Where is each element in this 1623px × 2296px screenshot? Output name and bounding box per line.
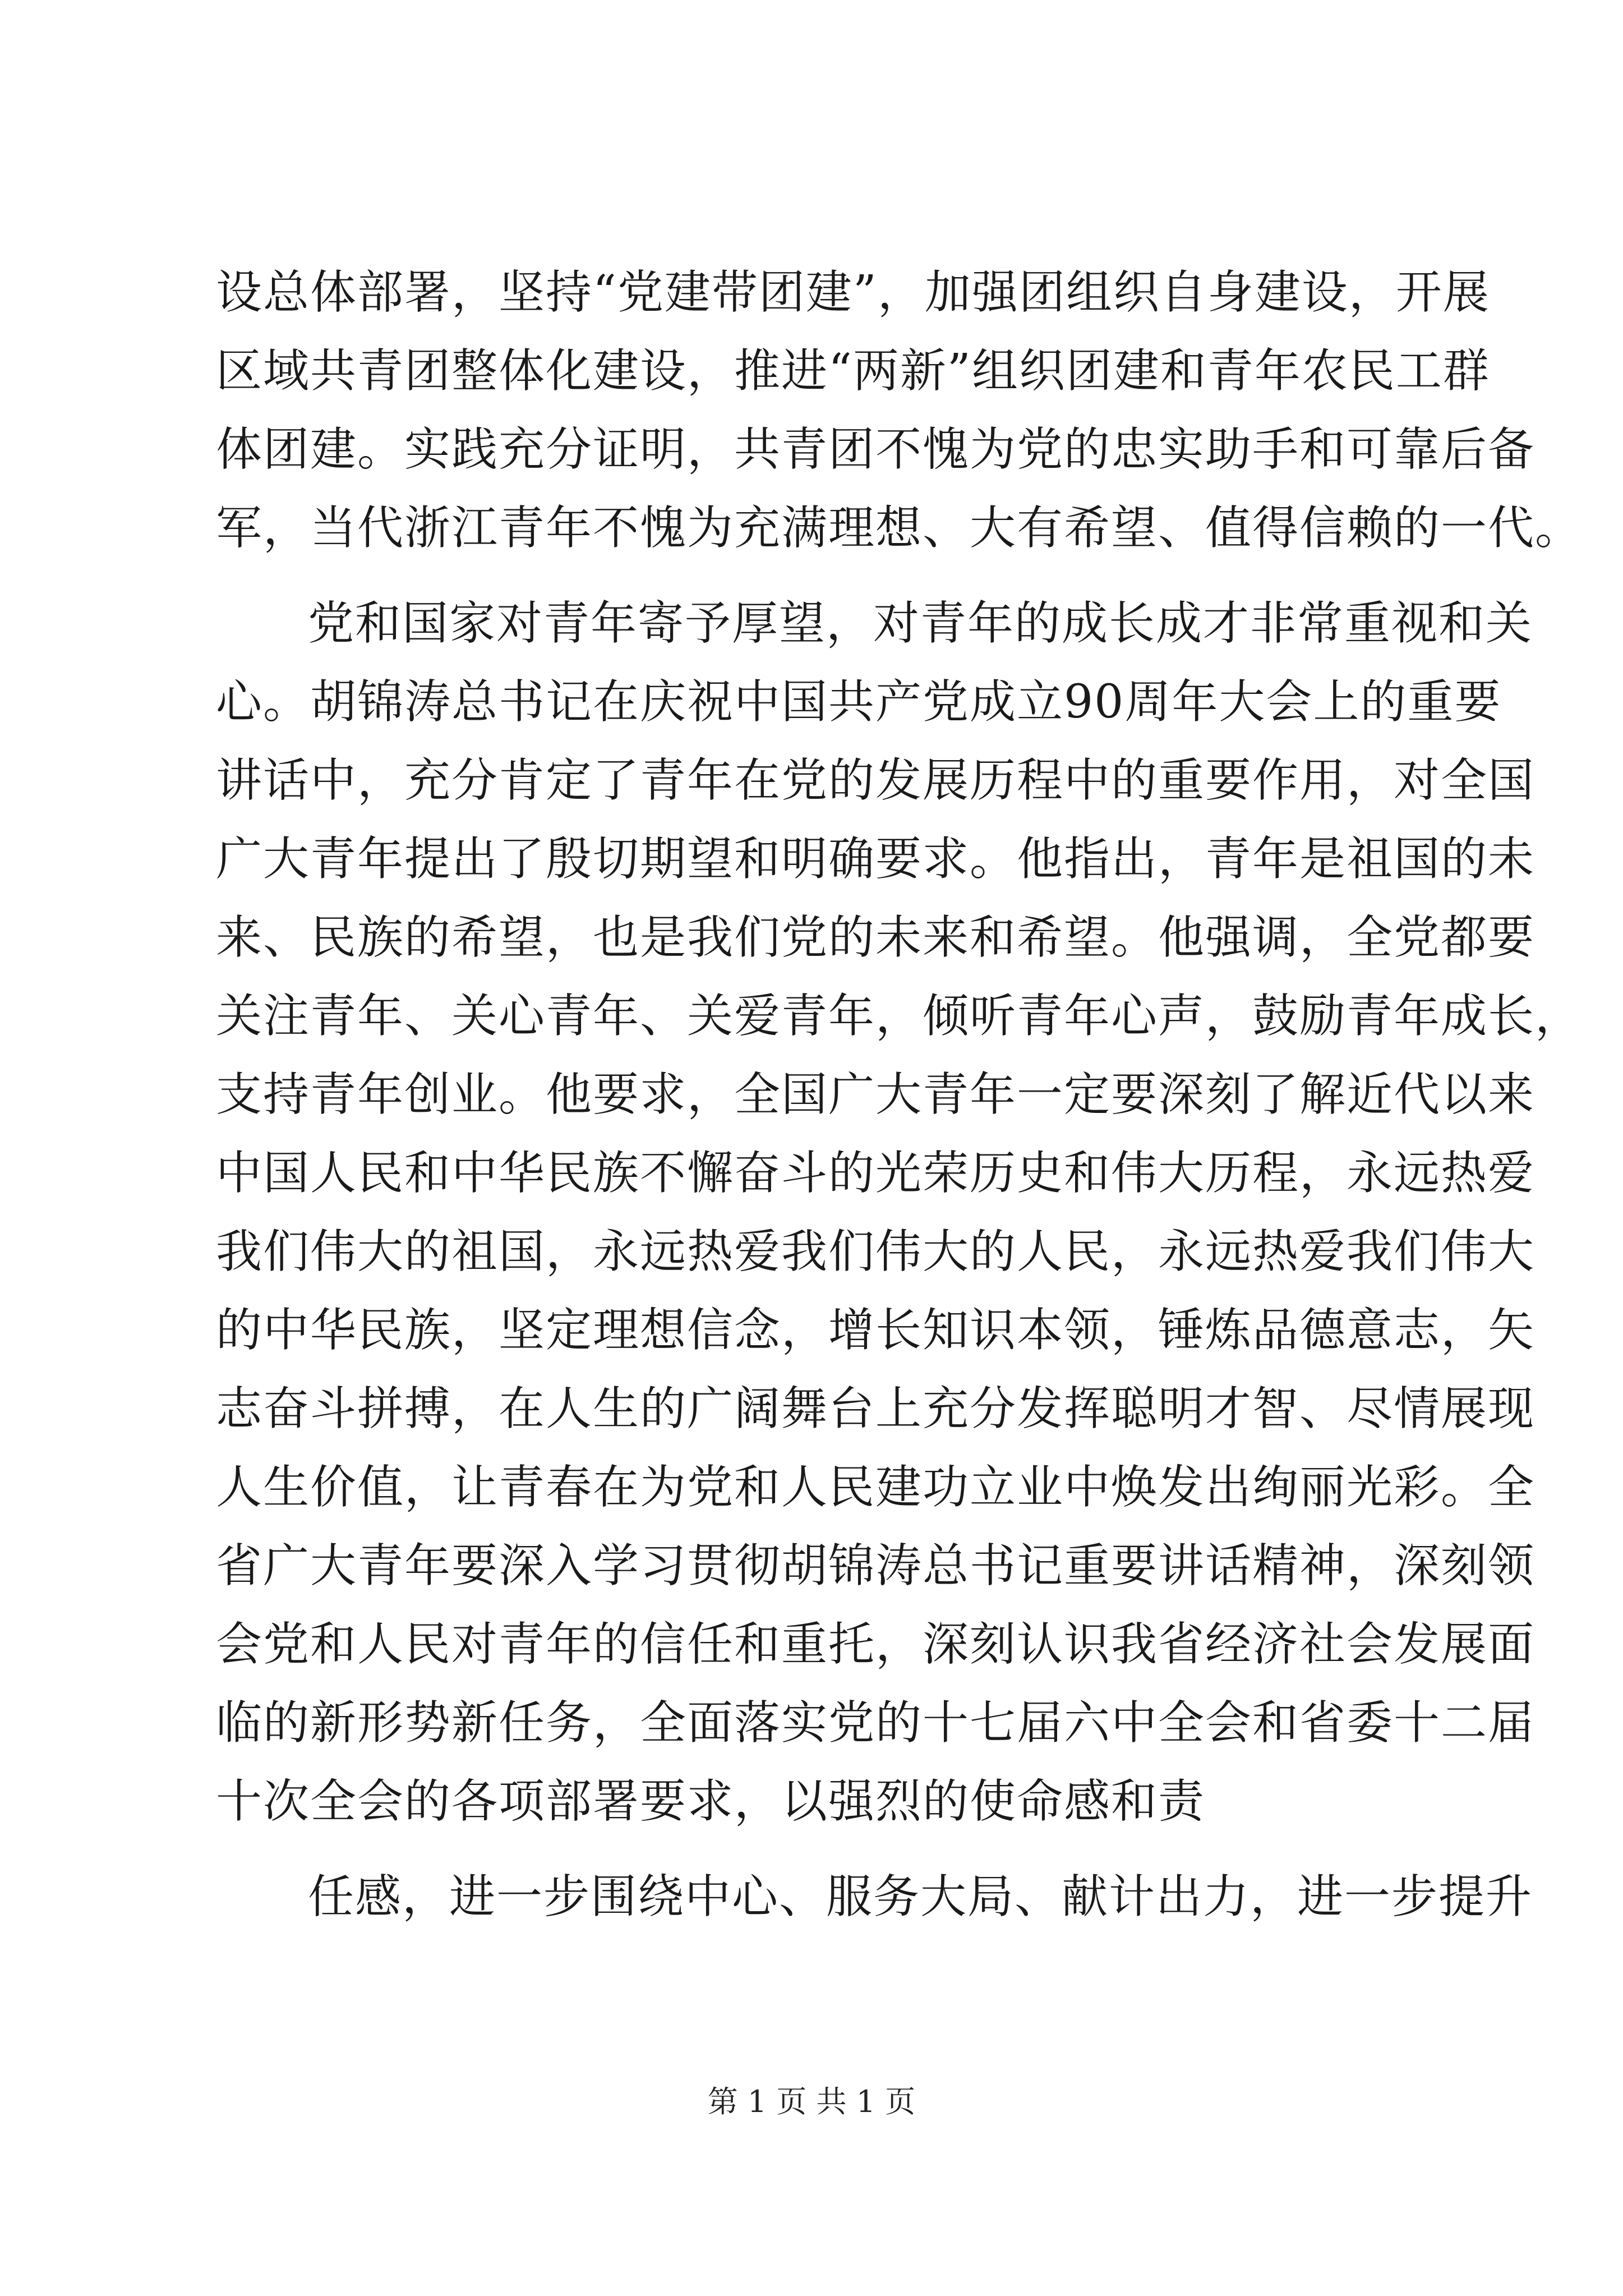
- text-line: 体团建。实践充分证明，共青团不愧为党的忠实助手和可靠后备: [216, 423, 1536, 476]
- text-line: 设总体部署，坚持“党建带团建”，加强团组织自身建设，开展: [216, 266, 1490, 319]
- text-line: 区域共青团整体化建设，推进“两新”组织团建和青年农民工群: [216, 344, 1490, 398]
- page-footer: [0, 2082, 1623, 2122]
- text-line: 关注青年、关心青年、关爱青年，倾听青年心声，鼓励青年成长，: [216, 990, 1583, 1043]
- text-line: 来、民族的希望，也是我们党的未来和希望。他强调，全党都要: [216, 911, 1536, 964]
- text-line: 省广大青年要深入学习贯彻胡锦涛总书记重要讲话精神，深刻领: [216, 1539, 1536, 1593]
- text-line: 会党和人民对青年的信任和重托，深刻认识我省经济社会发展面: [216, 1618, 1536, 1671]
- text-line: 任感，进一步围绕中心、服务大局、献计出力，进一步提升: [308, 1870, 1533, 1924]
- text-line: 人生价值，让青春在为党和人民建功立业中焕发出绚丽光彩。全: [216, 1461, 1536, 1514]
- text-line: 党和国家对青年寄予厚望，对青年的成长成才非常重视和关: [308, 597, 1533, 650]
- page-number-label: 第 1 页 共 1 页: [707, 2084, 916, 2119]
- text-line: 临的新形势新任务，全面落实党的十七届六中全会和省委十二届: [216, 1696, 1536, 1750]
- text-line: 的中华民族，坚定理想信念，增长知识本领，锤炼品德意志，矢: [216, 1304, 1536, 1357]
- text-line: 十次全会的各项部署要求，以强烈的使命感和责: [216, 1775, 1206, 1828]
- text-line: 讲话中，充分肯定了青年在党的发展历程中的重要作用，对全国: [216, 754, 1536, 807]
- text-line: 我们伟大的祖国，永远热爱我们伟大的人民，永远热爱我们伟大: [216, 1225, 1536, 1278]
- text-line: 志奋斗拼搏，在人生的广阔舞台上充分发挥聪明才智、尽情展现: [216, 1382, 1536, 1435]
- document-body: [216, 254, 1583, 1936]
- text-line: 心。胡锦涛总书记在庆祝中国共产党成立90周年大会上的重要: [216, 675, 1502, 729]
- text-line: 支持青年创业。他要求，全国广大青年一定要深刻了解近代以来: [216, 1068, 1536, 1121]
- text-line: 广大青年提出了殷切期望和明确要求。他指出，青年是祖国的未: [216, 832, 1536, 886]
- text-line: 中国人民和中华民族不懈奋斗的光荣历史和伟大历程，永远热爱: [216, 1147, 1536, 1200]
- text-line: 军，当代浙江青年不愧为充满理想、大有希望、值得信赖的一代。: [216, 501, 1583, 555]
